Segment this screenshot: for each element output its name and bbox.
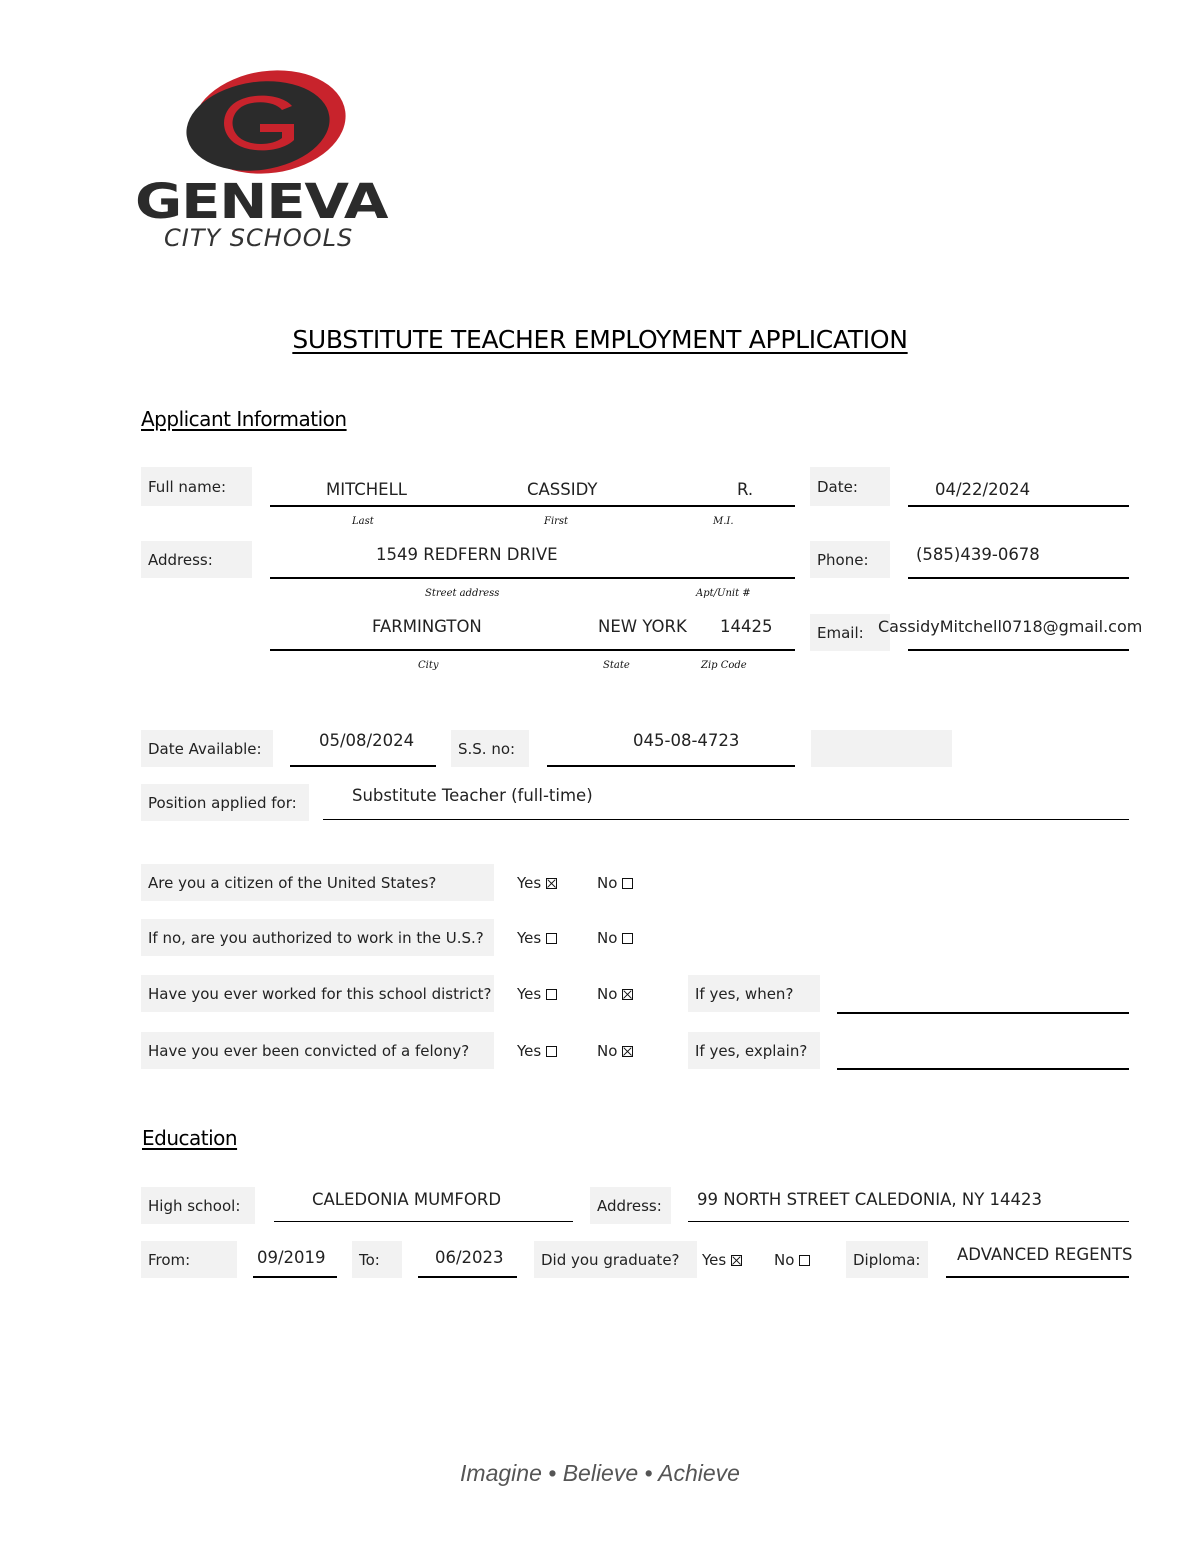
no-label: No	[774, 1251, 795, 1269]
full-name-field[interactable]	[270, 505, 795, 507]
zip-caption: Zip Code	[701, 660, 747, 671]
question-felony: Have you ever been convicted of a felony?	[141, 1032, 494, 1069]
from-value: 09/2019	[257, 1248, 326, 1267]
date-value: 04/22/2024	[935, 480, 1031, 499]
yes-label: Yes	[517, 1042, 542, 1060]
from-label: From:	[141, 1241, 237, 1278]
email-field[interactable]	[908, 649, 1129, 651]
phone-label: Phone:	[810, 541, 890, 578]
school-address-label: Address:	[590, 1187, 671, 1224]
no-label: No	[597, 929, 618, 947]
date-available-field[interactable]	[290, 765, 436, 767]
diploma-label: Diploma:	[846, 1241, 928, 1278]
page-title: SUBSTITUTE TEACHER EMPLOYMENT APPLICATION	[292, 325, 908, 354]
mi-caption: M.I.	[713, 516, 734, 527]
first-caption: First	[544, 516, 569, 527]
felony-yes-checkbox[interactable]	[546, 1046, 557, 1057]
phone-value: (585)439-0678	[916, 545, 1040, 564]
section-applicant-heading: Applicant Information	[141, 407, 347, 431]
high-school-label: High school:	[141, 1187, 255, 1224]
yes-label: Yes	[517, 874, 542, 892]
zip-value: 14425	[720, 617, 773, 636]
school-address-value: 99 NORTH STREET CALEDONIA, NY 14423	[697, 1190, 1043, 1209]
worked-no-checkbox[interactable]	[622, 989, 633, 1000]
felony-no-checkbox[interactable]	[622, 1046, 633, 1057]
authorized-no-checkbox[interactable]	[622, 933, 633, 944]
apt-caption: Apt/Unit #	[696, 588, 751, 599]
citizen-yes-option[interactable]	[517, 874, 557, 892]
worked-when-field[interactable]	[837, 1012, 1129, 1014]
ssn-field[interactable]	[547, 765, 795, 767]
felony-no-option[interactable]	[597, 1042, 633, 1060]
worked-when-label: If yes, when?	[688, 975, 820, 1012]
to-field[interactable]	[418, 1276, 517, 1278]
first-name-value: CASSIDY	[527, 480, 598, 499]
graduate-yes-option[interactable]	[702, 1251, 742, 1269]
citizen-no-checkbox[interactable]	[622, 878, 633, 889]
worked-yes-option[interactable]	[517, 985, 557, 1003]
graduate-no-option[interactable]	[774, 1251, 810, 1269]
question-worked-district: Have you ever worked for this school district?	[141, 975, 494, 1012]
email-label: Email:	[810, 614, 890, 651]
authorized-no-option[interactable]	[597, 929, 633, 947]
no-label: No	[597, 985, 618, 1003]
state-caption: State	[603, 660, 630, 671]
date-available-value: 05/08/2024	[319, 731, 415, 750]
position-field[interactable]	[323, 819, 1129, 820]
felony-yes-option[interactable]	[517, 1042, 557, 1060]
last-name-value: MITCHELL	[326, 480, 407, 499]
address-label: Address:	[141, 541, 252, 578]
date-field[interactable]	[908, 505, 1129, 507]
graduate-no-checkbox[interactable]	[799, 1255, 810, 1266]
diploma-value: ADVANCED REGENTS	[957, 1245, 1133, 1264]
city-state-zip-field[interactable]	[270, 649, 795, 651]
street-field[interactable]	[270, 577, 795, 579]
no-label: No	[597, 1042, 618, 1060]
ssn-value: 045-08-4723	[633, 731, 740, 750]
ssn-label: S.S. no:	[451, 730, 529, 767]
date-available-label: Date Available:	[141, 730, 273, 767]
last-caption: Last	[352, 516, 374, 527]
worked-no-option[interactable]	[597, 985, 633, 1003]
high-school-field[interactable]	[274, 1221, 573, 1222]
question-citizen: Are you a citizen of the United States?	[141, 864, 494, 901]
to-value: 06/2023	[435, 1248, 504, 1267]
graduate-label: Did you graduate?	[534, 1241, 697, 1278]
geneva-logo	[132, 68, 402, 258]
no-label: No	[597, 874, 618, 892]
school-address-field[interactable]	[688, 1221, 1129, 1222]
yes-label: Yes	[517, 929, 542, 947]
from-field[interactable]	[253, 1276, 337, 1278]
felony-explain-field[interactable]	[837, 1068, 1129, 1070]
authorized-yes-checkbox[interactable]	[546, 933, 557, 944]
citizen-yes-checkbox[interactable]	[546, 878, 557, 889]
yes-label: Yes	[517, 985, 542, 1003]
footer-tagline: Imagine • Believe • Achieve	[460, 1460, 740, 1486]
diploma-field[interactable]	[946, 1276, 1129, 1278]
state-value: NEW YORK	[598, 617, 687, 636]
yes-label: Yes	[702, 1251, 727, 1269]
worked-yes-checkbox[interactable]	[546, 989, 557, 1000]
middle-initial-value: R.	[737, 480, 754, 499]
logo-wordmark: GENEVA	[135, 174, 388, 230]
to-label: To:	[352, 1241, 402, 1278]
felony-explain-label: If yes, explain?	[688, 1032, 820, 1069]
question-authorized: If no, are you authorized to work in the U.S.?	[141, 919, 494, 956]
date-label: Date:	[810, 467, 890, 506]
high-school-value: CALEDONIA MUMFORD	[312, 1190, 502, 1209]
position-value: Substitute Teacher (full-time)	[352, 786, 593, 805]
email-value: CassidyMitchell0718@gmail.com	[878, 617, 1143, 636]
logo-subtitle: CITY SCHOOLS	[164, 224, 354, 252]
position-label: Position applied for:	[141, 784, 309, 821]
phone-field[interactable]	[908, 577, 1129, 579]
blank-shaded-field	[811, 730, 952, 767]
graduate-yes-checkbox[interactable]	[731, 1255, 742, 1266]
section-education-heading: Education	[142, 1126, 238, 1150]
street-value: 1549 REDFERN DRIVE	[376, 545, 558, 564]
city-caption: City	[418, 660, 439, 671]
city-value: FARMINGTON	[372, 617, 482, 636]
full-name-label: Full name:	[141, 467, 252, 506]
authorized-yes-option[interactable]	[517, 929, 557, 947]
citizen-no-option[interactable]	[597, 874, 633, 892]
street-caption: Street address	[425, 588, 500, 599]
